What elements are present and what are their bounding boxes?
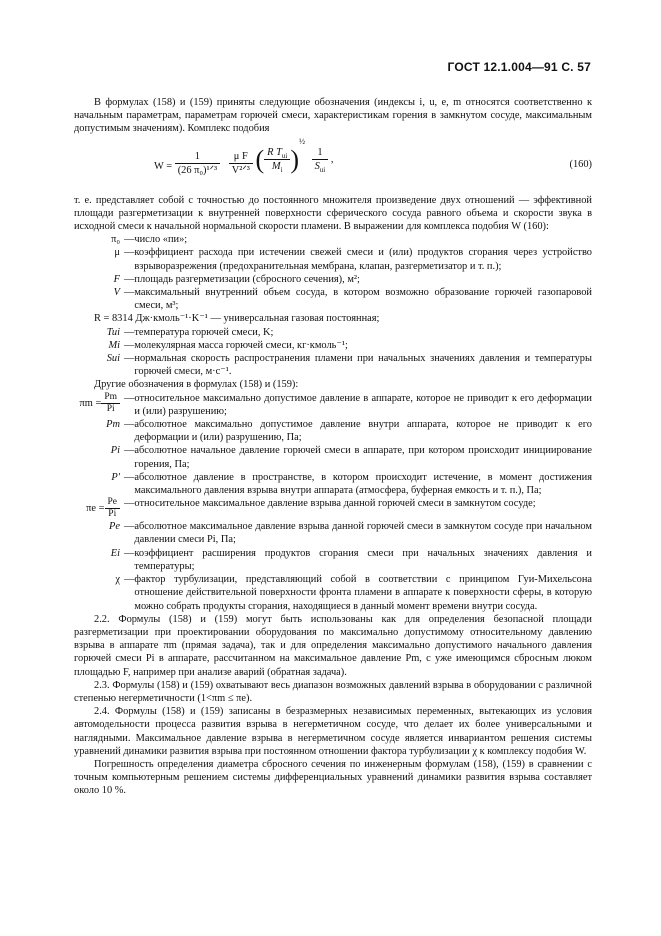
formula-160 (74, 136, 592, 190)
paragraph-2-3: 2.3. Формулы (158) и (159) охватывают весь диапазон возможных давлений взрыва в оборудовании с различной степенью негерметичности (1<πm ≤ πe). (74, 679, 592, 704)
intro-paragraph: В формулах (158) и (159) приняты следующие обозначения (индексы i, u, e, m относятся соответственно к начальным параметрам, параметрам горючей смеси, характеристикам горения в замкнутом сосуде, максимальным допустимым значениям). Комплекс подобия (74, 97, 592, 135)
formula-fraction-1: $\frac{1}{\text{(26 π₀)¹ᐟ³}}$ (175, 150, 220, 177)
formula-fraction-4: $\frac{1}{S_{ui}}$ (312, 146, 329, 173)
definition-item: Tui — температура горючей смеси, K; (106, 326, 274, 338)
definition-item-pim: πm = $\frac{Pm}{Pi}$ — относительное максимально допустимое давление в аппарате, которое не приводит к его деформации и (или) разрушению; (79, 391, 592, 417)
after-formula-paragraph: т. е. представляет собой с точностью до постоянного множителя произведение двух отношений — эффективной площади разгерметизации к внутренней поверхности сферического сосуда равного объема и скорости звука в исходной смеси к начальной нормальной скорости пламени. В выражении для комплекса подобия W (160): (74, 194, 592, 233)
document-body (74, 96, 592, 798)
other-notations-heading: Другие обозначения в формулах (158) и (159): (94, 379, 299, 391)
definition-item: Pi — абсолютное начальное давление горючей смеси в аппарате, при котором происходит инициирование горения, Па; (110, 445, 592, 470)
formula-lhs: W = (154, 160, 173, 172)
definition-item: Mi — молекулярная масса горючей смеси, кг·кмоль⁻¹; (108, 339, 348, 351)
paragraph-accuracy: Погрешность определения диаметра сбросного сечения по инженерным формулам (158), (159) в сравнении с точным компьютерным решением системы дифференциальных уравнений динамики развития взрыва составляет около 10 %. (74, 758, 592, 797)
paragraph-2-2: 2.2. Формулы (158) и (159) могут быть использованы как для определения безопасной площади разгерметизации при проектировании оборудования по максимально допустимому относительному давлению взрыва в аппарате πm (прямая задача), так и для определения максимально допустимого начального давления горючей смеси Pi в аппарате, рассчитанном на максимальное давление Pm, с уже имеющимся сбросным люком площадью F, например при анализе аварий (обратная задача). (74, 613, 592, 678)
equation-number: (160) (569, 158, 592, 170)
paragraph-2-4: 2.4. Формулы (158) и (159) записаны в безразмерных независимых переменных, вытекающих из условия автомодельности процесса развития взрыва в негерметичном сосуде, что делает их более универсальными и наглядными. Максимальное давление взрыва в негерметичном сосуде является инвариантом решения системы уравнений динамики развития взрыва при постоянном отношении фактора турбулизации χ к комплексу подобия W. (74, 706, 592, 757)
formula-expression: W = $\frac{1}{\text{(26 π₀)¹ᐟ³}}$ $\frac{\text{μ F}}{\text{V²ᐟ³}}$ ( $\frac{R T_{ui}}{M_i}$ )$^{\frac{1}{2}}$ $\frac{1}{S_{ui}}$ , (154, 136, 334, 176)
definition-item: χ — фактор турбулизации, представляющий собой в соответствии с принципом Гуи-Михельсона отношение действительной поверхности фронта пламени в аппарате к поверхности сферы, в которую можно собрать продукты сгорания, находящиеся в данный момент времени внутри сосуда. (115, 574, 592, 612)
definition-item: F — площадь разгерметизации (сбросного сечения), м²; (113, 273, 360, 285)
formula-power: ½ (298, 136, 305, 146)
formula-fraction-2: $\frac{\text{μ F}}{\text{V²ᐟ³}}$ (229, 150, 253, 177)
formula-fraction-3: $\frac{R T_{ui}}{M_i}$ (264, 146, 290, 173)
definition-item: μ — коэффициент расхода при истечении свежей смеси и (или) продуктов сгорания через устройство взрыворазрежения (предохранительная мембрана, клапан, разгерметизатор и т. п.); (114, 247, 592, 272)
gas-constant-line: R = 8314 Дж·кмоль⁻¹·K⁻¹ — универсальная газовая постоянная; (94, 313, 380, 325)
definition-item: Pe — абсолютное максимальное давление взрыва данной горючей смеси в замкнутом сосуде при начальном давлении смеси Pi, Па; (109, 521, 592, 546)
definition-item: Sui — нормальная скорость распространения пламени при начальных значениях давления и температуры горючей смеси, м·с⁻¹. (106, 353, 592, 378)
page-header: ГОСТ 12.1.004—91 С. 57 (447, 60, 591, 74)
definition-item: P′ — абсолютное давление в пространстве, в котором происходит истечение, в момент достижения максимального давления взрыва внутри аппарата (атмосфера, буферная емкость и т. п.), Па; (111, 471, 592, 497)
definition-item: Ei — коэффициент расширения продуктов сгорания смеси при начальных значениях давления и температуры; (110, 547, 592, 572)
definitions-list-1 (74, 233, 592, 378)
definition-item: π₀ — число «пи»; (111, 234, 188, 246)
definition-item: Pm — абсолютное максимально допустимое давление внутри аппарата, которое не приводит к его деформации и (или) разрушению, Па; (106, 419, 592, 444)
definitions-list-2 (74, 392, 592, 613)
definition-item: V — максимальный внутренний объем сосуда, в котором возможно образование горючей газопаровой смеси, м³; (113, 287, 592, 312)
definition-item-pie: πe = $\frac{Pe}{Pi}$ — относительное максимальное давление взрыва данной горючей смеси в замкнутом сосуде; (86, 497, 536, 520)
